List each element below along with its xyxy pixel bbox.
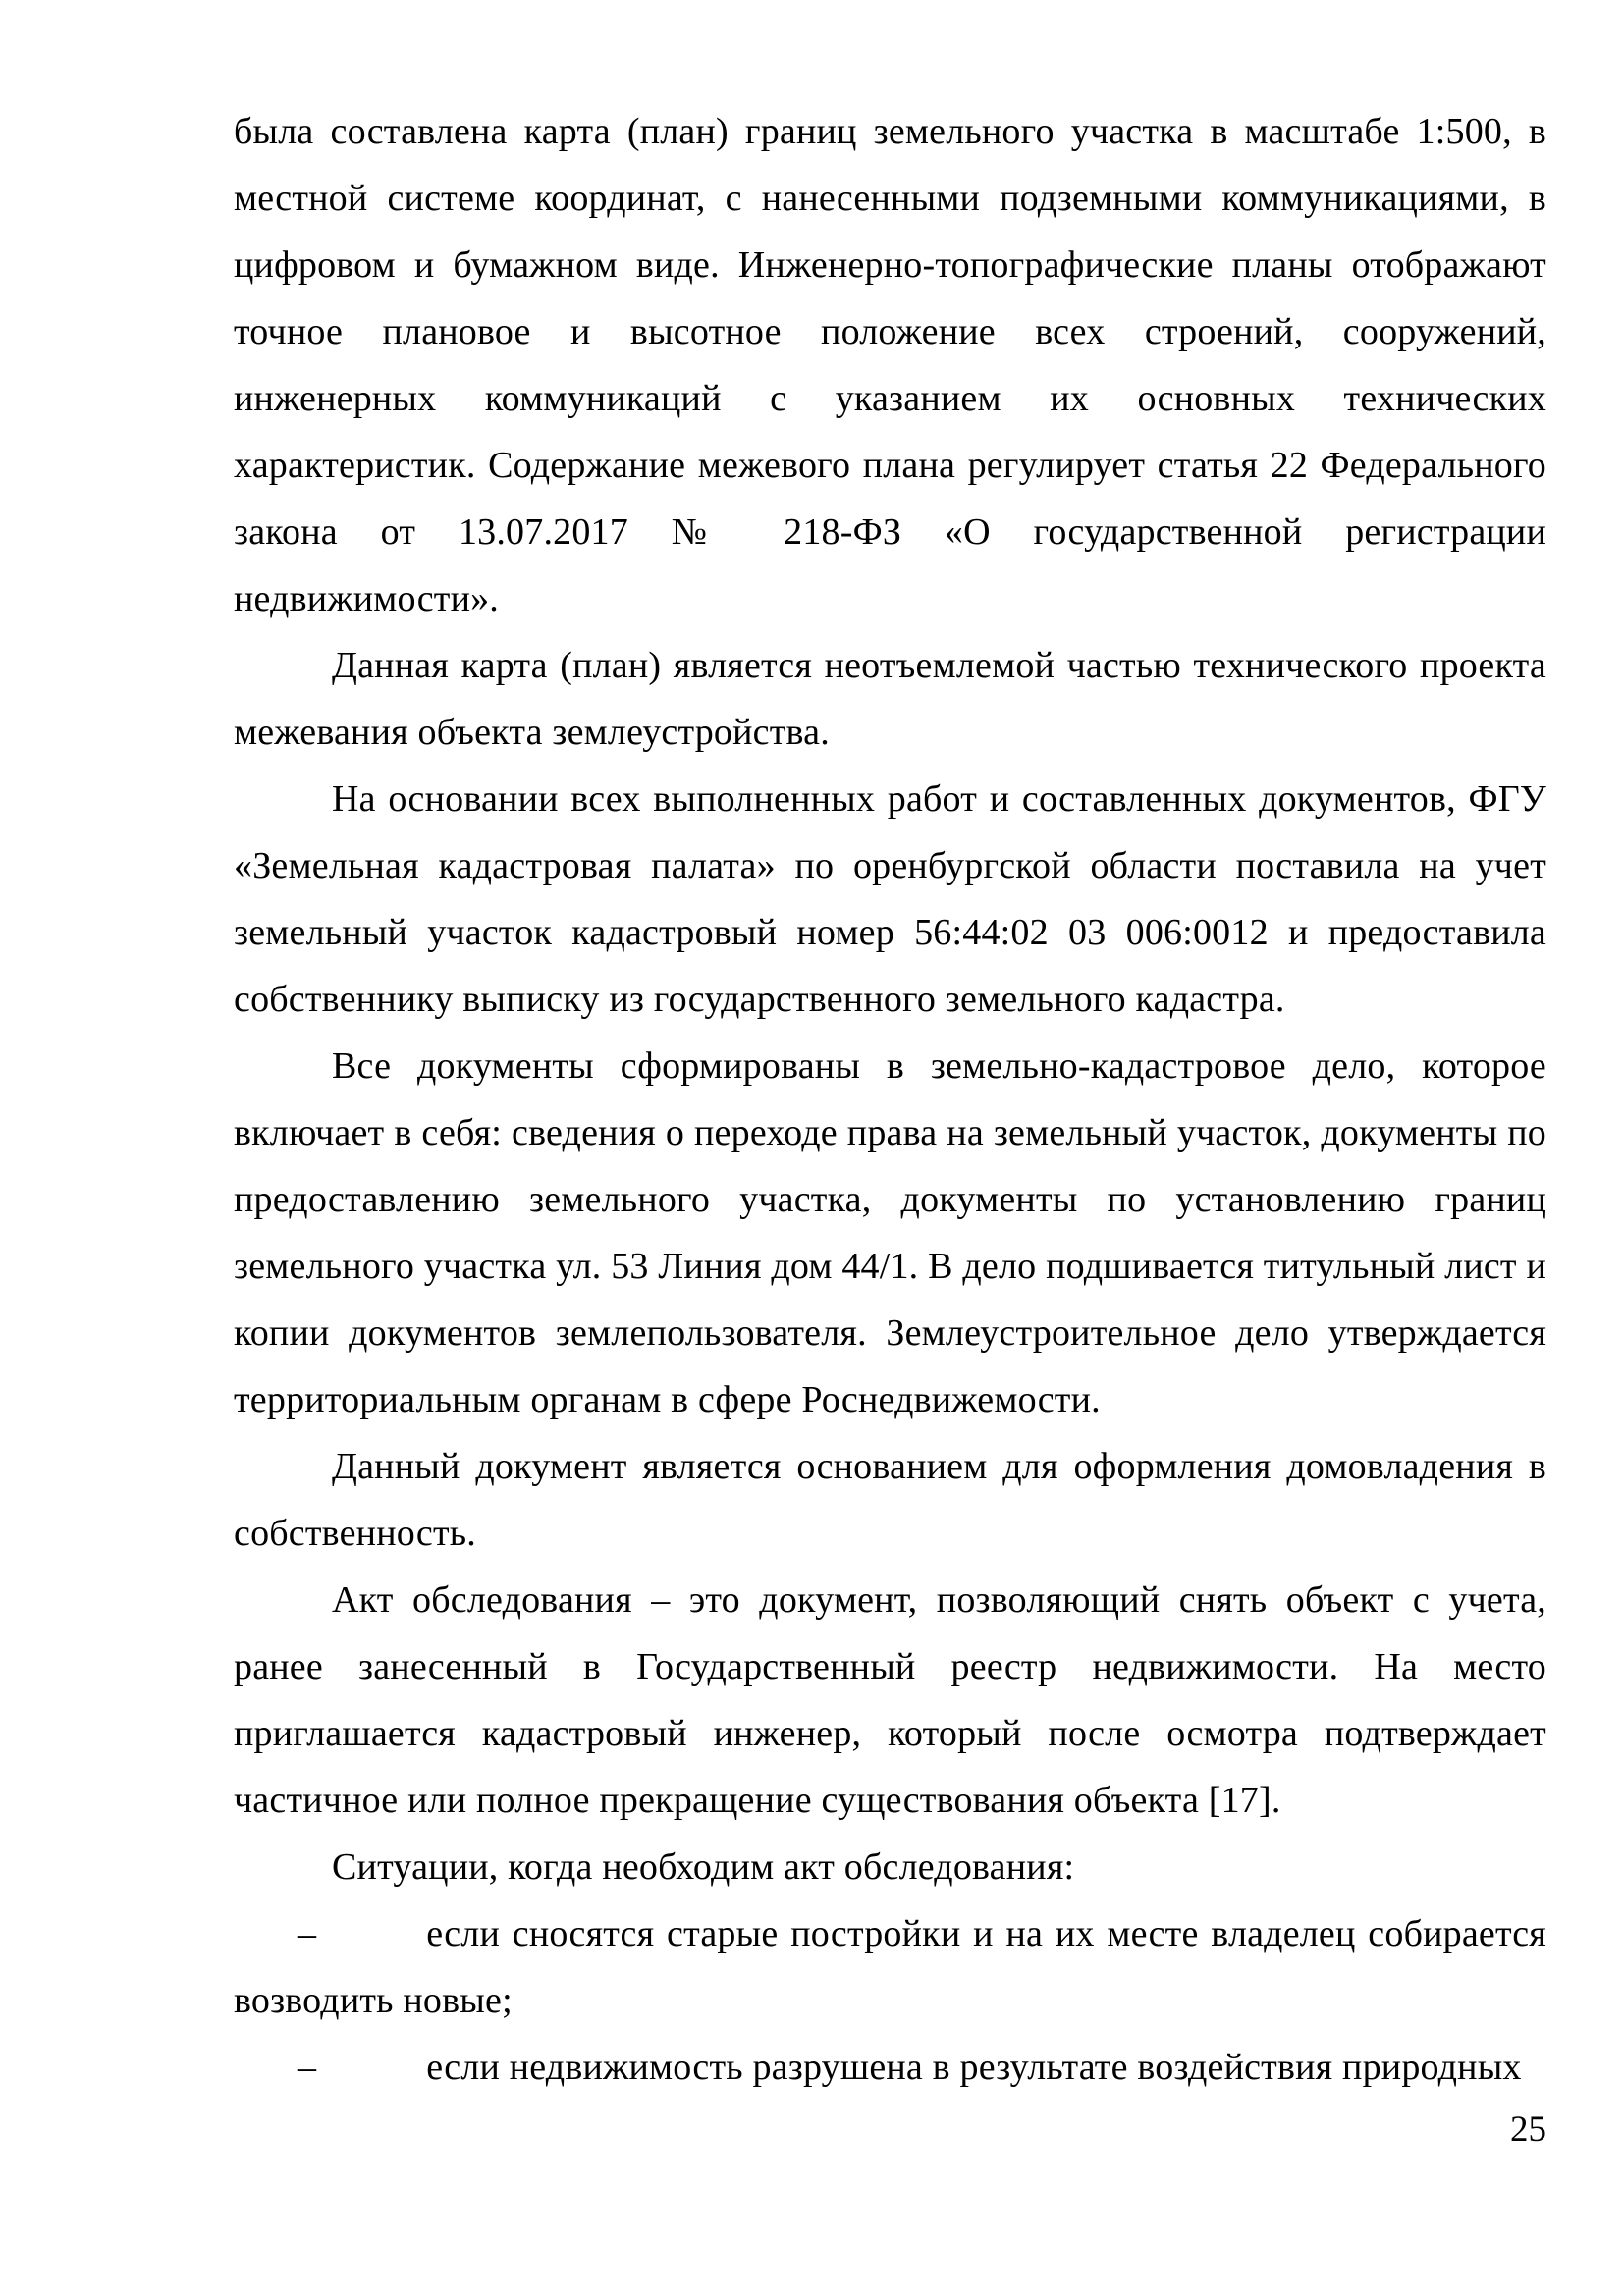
paragraph-3: На основании всех выполненных работ и составленных документов, ФГУ «Земельная кадастровая палата» по оренбургской области поставила на учет земельный участок кадастровый номер 56:44:02 03 006:0012 и предоставила собственнику выписку из государственного земельного кадастра. [234, 778, 1546, 1020]
list-item-text: если недвижимость разрушена в результате воздействия природных [426, 2047, 1522, 2088]
paragraph-1: была составлена карта (план) границ земельного участка в масштабе 1:500, в местной системе координат, с нанесенными подземными коммуникациями, в цифровом и бумажном виде. Инженерно-топографические планы отображают точное плановое и высотное положение всех строений, сооружений, инженерных коммуникаций с указанием их основных технических характеристик. Содержание межевого плана регулирует статья 22 Федерального закона от 13.07.2017 № 218-ФЗ «О государственной регистрации недвижимости». [234, 111, 1546, 619]
page-number: 25 [1510, 2109, 1546, 2150]
paragraph-5: Данный документ является основанием для оформления домовладения в собственность. [234, 1446, 1546, 1554]
paragraph-2: Данная карта (план) является неотъемлемой частью технического проекта межевания объекта землеустройства. [234, 645, 1546, 753]
paragraph-6: Акт обследования – это документ, позволяющий снять объект с учета, ранее занесенный в Государственный реестр недвижимости. На место приглашается кадастровый инженер, который после осмотра подтверждает частичное или полное прекращение существования объекта [17]. [234, 1579, 1546, 1821]
dash-marker: – [298, 2047, 317, 2088]
list-item-1 [234, 1900, 1546, 2034]
list-item-text: если сносятся старые постройки и на их месте владелец собирается возводить новые; [234, 1913, 1546, 2021]
paragraph-4: Все документы сформированы в земельно-кадастровое дело, которое включает в себя: сведения о переходе права на земельный участок, документы по предоставлению земельного участка, документы по установлению границ земельного участка ул. 53 Линия дом 44/1. В дело подшивается титульный лист и копии документов землепользователя. Землеустроительное дело утверждается территориальным органам в сфере Роснедвижемости. [234, 1045, 1546, 1420]
text-column [234, 98, 1546, 2101]
paragraph-7: Ситуации, когда необходим акт обследования: [332, 1846, 1075, 1888]
list-item-2 [234, 2034, 1546, 2101]
dash-marker: – [298, 1913, 317, 1954]
